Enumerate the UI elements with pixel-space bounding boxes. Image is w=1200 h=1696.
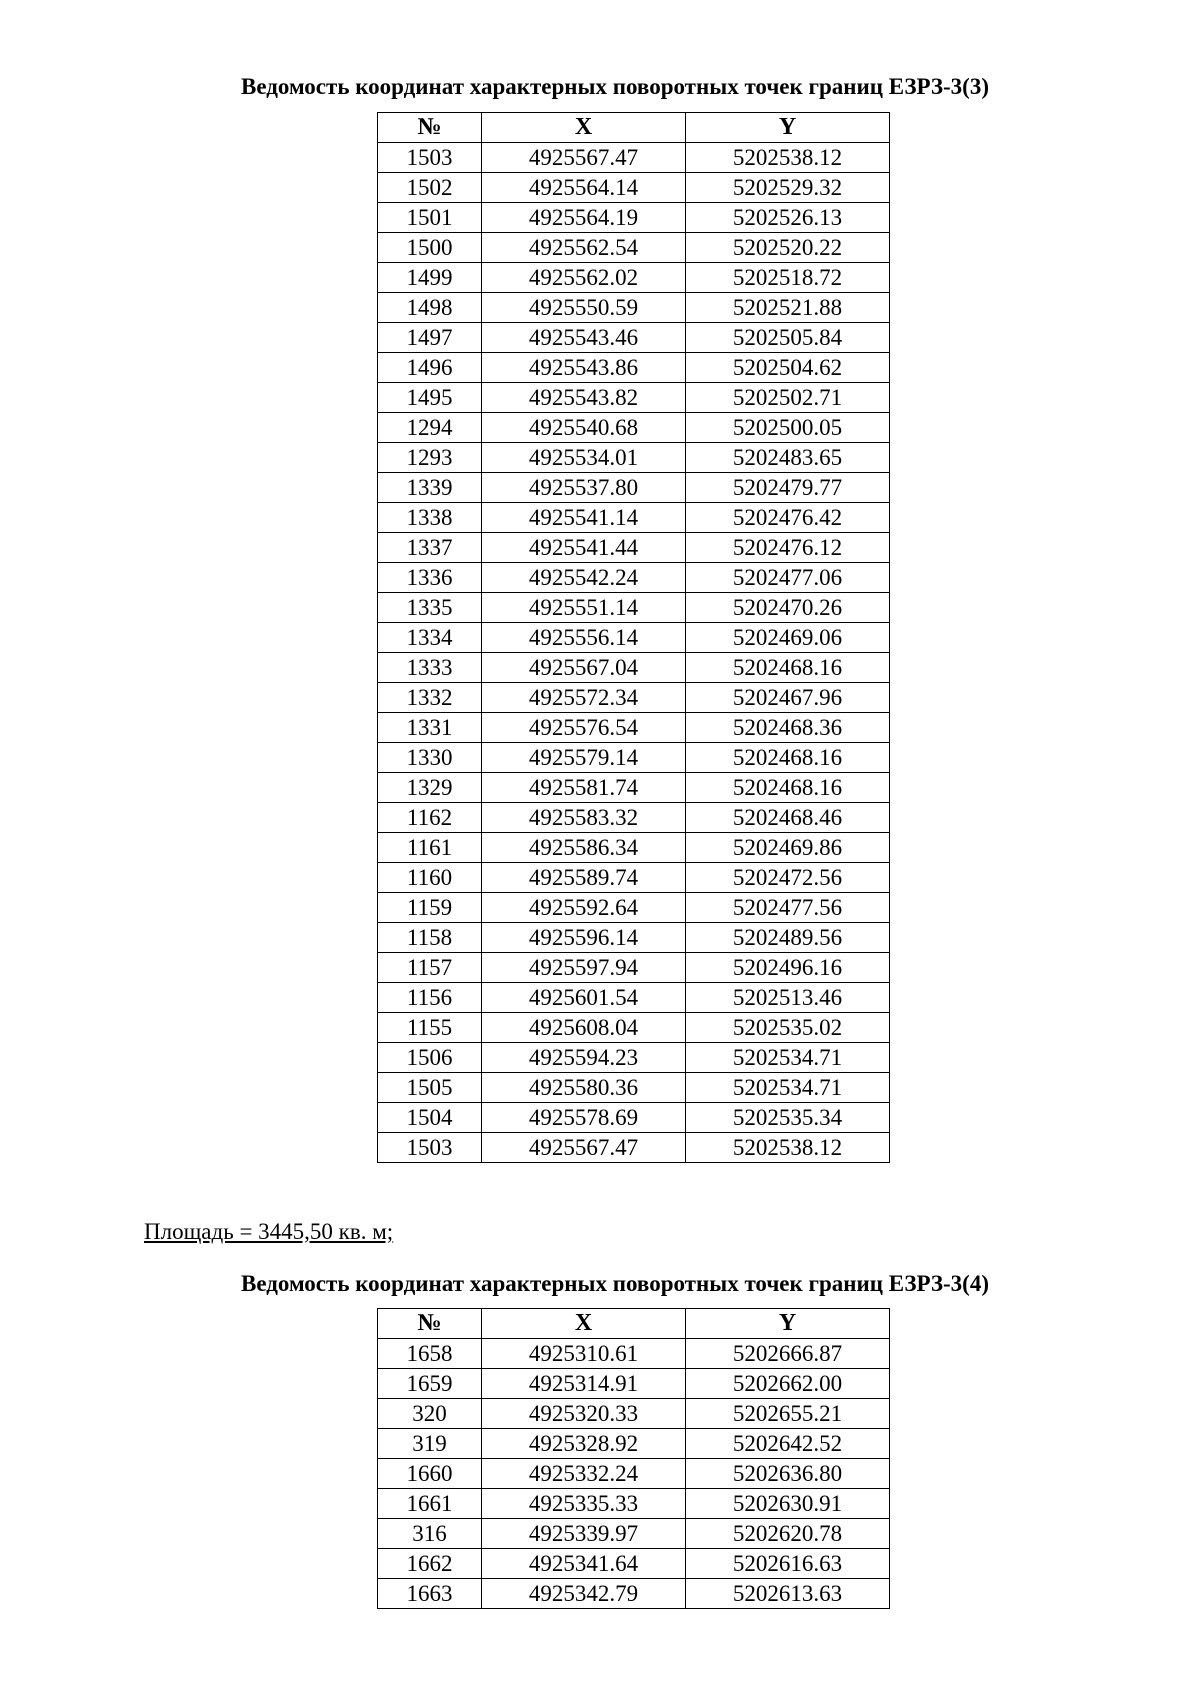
y-coordinate-cell: 5202655.21 (686, 1399, 890, 1429)
x-coordinate-cell: 4925592.64 (482, 893, 686, 923)
coordinates-table-ezrz-3-4 (377, 1308, 890, 1609)
point-number-cell: 1335 (378, 593, 482, 623)
x-coordinate-cell: 4925586.34 (482, 833, 686, 863)
x-coordinate-cell: 4925339.97 (482, 1519, 686, 1549)
y-coordinate-cell: 5202505.84 (686, 323, 890, 353)
table-row (378, 473, 890, 503)
x-coordinate-cell: 4925541.14 (482, 503, 686, 533)
y-coordinate-cell: 5202469.86 (686, 833, 890, 863)
table-row (378, 893, 890, 923)
y-coordinate-cell: 5202476.42 (686, 503, 890, 533)
table-row (378, 293, 890, 323)
y-coordinate-cell: 5202467.96 (686, 683, 890, 713)
point-number-cell: 1329 (378, 773, 482, 803)
table-row (378, 443, 890, 473)
table-row (378, 1429, 890, 1459)
x-coordinate-cell: 4925608.04 (482, 1013, 686, 1043)
table-row (378, 983, 890, 1013)
point-number-cell: 1158 (378, 923, 482, 953)
x-coordinate-cell: 4925543.82 (482, 383, 686, 413)
table-row (378, 593, 890, 623)
table-row (378, 413, 890, 443)
y-coordinate-cell: 5202613.63 (686, 1579, 890, 1609)
x-coordinate-cell: 4925550.59 (482, 293, 686, 323)
y-coordinate-cell: 5202468.16 (686, 743, 890, 773)
area-summary: Площадь = 3445,50 кв. м; (144, 1219, 394, 1244)
table-row (378, 833, 890, 863)
y-coordinate-cell: 5202535.34 (686, 1103, 890, 1133)
point-number-cell: 1331 (378, 713, 482, 743)
table-row (378, 1459, 890, 1489)
y-coordinate-cell: 5202642.52 (686, 1429, 890, 1459)
point-number-cell: 1506 (378, 1043, 482, 1073)
x-coordinate-cell: 4925583.32 (482, 803, 686, 833)
y-coordinate-cell: 5202479.77 (686, 473, 890, 503)
y-coordinate-cell: 5202662.00 (686, 1369, 890, 1399)
x-coordinate-cell: 4925537.80 (482, 473, 686, 503)
table-row (378, 353, 890, 383)
column-header-number: № (378, 113, 482, 143)
point-number-cell: 1161 (378, 833, 482, 863)
table-row (378, 1339, 890, 1369)
point-number-cell: 1496 (378, 353, 482, 383)
y-coordinate-cell: 5202504.62 (686, 353, 890, 383)
y-coordinate-cell: 5202534.71 (686, 1073, 890, 1103)
y-coordinate-cell: 5202489.56 (686, 923, 890, 953)
x-coordinate-cell: 4925551.14 (482, 593, 686, 623)
table-row (378, 563, 890, 593)
y-coordinate-cell: 5202620.78 (686, 1519, 890, 1549)
x-coordinate-cell: 4925562.54 (482, 233, 686, 263)
table-row (378, 773, 890, 803)
y-coordinate-cell: 5202636.80 (686, 1459, 890, 1489)
x-coordinate-cell: 4925310.61 (482, 1339, 686, 1369)
table-row (378, 503, 890, 533)
point-number-cell: 1504 (378, 1103, 482, 1133)
x-coordinate-cell: 4925332.24 (482, 1459, 686, 1489)
y-coordinate-cell: 5202513.46 (686, 983, 890, 1013)
y-coordinate-cell: 5202521.88 (686, 293, 890, 323)
point-number-cell: 1659 (378, 1369, 482, 1399)
table-header-row (378, 1309, 890, 1339)
point-number-cell: 1495 (378, 383, 482, 413)
x-coordinate-cell: 4925541.44 (482, 533, 686, 563)
point-number-cell: 1339 (378, 473, 482, 503)
y-coordinate-cell: 5202500.05 (686, 413, 890, 443)
table-row (378, 143, 890, 173)
x-coordinate-cell: 4925567.47 (482, 1133, 686, 1163)
y-coordinate-cell: 5202470.26 (686, 593, 890, 623)
x-coordinate-cell: 4925540.68 (482, 413, 686, 443)
y-coordinate-cell: 5202535.02 (686, 1013, 890, 1043)
y-coordinate-cell: 5202538.12 (686, 1133, 890, 1163)
y-coordinate-cell: 5202502.71 (686, 383, 890, 413)
point-number-cell: 1497 (378, 323, 482, 353)
column-header-y: Y (686, 113, 890, 143)
column-header-y: Y (686, 1309, 890, 1339)
table-row (378, 203, 890, 233)
x-coordinate-cell: 4925328.92 (482, 1429, 686, 1459)
y-coordinate-cell: 5202477.06 (686, 563, 890, 593)
y-coordinate-cell: 5202520.22 (686, 233, 890, 263)
y-coordinate-cell: 5202666.87 (686, 1339, 890, 1369)
point-number-cell: 1337 (378, 533, 482, 563)
y-coordinate-cell: 5202468.16 (686, 653, 890, 683)
coordinates-table-ezrz-3-3 (377, 112, 890, 1163)
y-coordinate-cell: 5202468.16 (686, 773, 890, 803)
y-coordinate-cell: 5202616.63 (686, 1549, 890, 1579)
point-number-cell: 319 (378, 1429, 482, 1459)
table-row (378, 383, 890, 413)
point-number-cell: 1501 (378, 203, 482, 233)
point-number-cell: 1293 (378, 443, 482, 473)
point-number-cell: 1338 (378, 503, 482, 533)
x-coordinate-cell: 4925534.01 (482, 443, 686, 473)
point-number-cell: 1503 (378, 143, 482, 173)
table-row (378, 863, 890, 893)
y-coordinate-cell: 5202496.16 (686, 953, 890, 983)
point-number-cell: 1503 (378, 1133, 482, 1163)
x-coordinate-cell: 4925572.34 (482, 683, 686, 713)
point-number-cell: 1333 (378, 653, 482, 683)
point-number-cell: 1336 (378, 563, 482, 593)
y-coordinate-cell: 5202534.71 (686, 1043, 890, 1073)
table-row (378, 1579, 890, 1609)
point-number-cell: 1155 (378, 1013, 482, 1043)
x-coordinate-cell: 4925556.14 (482, 623, 686, 653)
point-number-cell: 1499 (378, 263, 482, 293)
x-coordinate-cell: 4925594.23 (482, 1043, 686, 1073)
column-header-x: X (482, 1309, 686, 1339)
x-coordinate-cell: 4925562.02 (482, 263, 686, 293)
point-number-cell: 1661 (378, 1489, 482, 1519)
point-number-cell: 1498 (378, 293, 482, 323)
x-coordinate-cell: 4925542.24 (482, 563, 686, 593)
point-number-cell: 1505 (378, 1073, 482, 1103)
point-number-cell: 316 (378, 1519, 482, 1549)
table-row (378, 923, 890, 953)
x-coordinate-cell: 4925578.69 (482, 1103, 686, 1133)
x-coordinate-cell: 4925543.86 (482, 353, 686, 383)
point-number-cell: 1502 (378, 173, 482, 203)
point-number-cell: 1658 (378, 1339, 482, 1369)
point-number-cell: 1500 (378, 233, 482, 263)
y-coordinate-cell: 5202476.12 (686, 533, 890, 563)
table-row (378, 1043, 890, 1073)
y-coordinate-cell: 5202469.06 (686, 623, 890, 653)
table-row (378, 953, 890, 983)
y-coordinate-cell: 5202538.12 (686, 143, 890, 173)
column-header-number: № (378, 1309, 482, 1339)
table-row (378, 743, 890, 773)
table-row (378, 713, 890, 743)
x-coordinate-cell: 4925581.74 (482, 773, 686, 803)
point-number-cell: 1660 (378, 1459, 482, 1489)
table-row (378, 1013, 890, 1043)
table-header-row (378, 113, 890, 143)
column-header-x: X (482, 113, 686, 143)
x-coordinate-cell: 4925342.79 (482, 1579, 686, 1609)
point-number-cell: 1663 (378, 1579, 482, 1609)
x-coordinate-cell: 4925589.74 (482, 863, 686, 893)
x-coordinate-cell: 4925320.33 (482, 1399, 686, 1429)
point-number-cell: 1160 (378, 863, 482, 893)
y-coordinate-cell: 5202526.13 (686, 203, 890, 233)
x-coordinate-cell: 4925580.36 (482, 1073, 686, 1103)
x-coordinate-cell: 4925567.04 (482, 653, 686, 683)
table-row (378, 1519, 890, 1549)
table-row (378, 1549, 890, 1579)
table-row (378, 233, 890, 263)
x-coordinate-cell: 4925596.14 (482, 923, 686, 953)
table-row (378, 1399, 890, 1429)
x-coordinate-cell: 4925564.19 (482, 203, 686, 233)
x-coordinate-cell: 4925314.91 (482, 1369, 686, 1399)
section-title-ezrz-3-4: Ведомость координат характерных поворотных точек границ ЕЗРЗ-3(4) (241, 1271, 989, 1296)
point-number-cell: 1156 (378, 983, 482, 1013)
y-coordinate-cell: 5202472.56 (686, 863, 890, 893)
x-coordinate-cell: 4925335.33 (482, 1489, 686, 1519)
table-row (378, 1369, 890, 1399)
table-row (378, 1103, 890, 1133)
x-coordinate-cell: 4925601.54 (482, 983, 686, 1013)
y-coordinate-cell: 5202483.65 (686, 443, 890, 473)
table-row (378, 1489, 890, 1519)
table-row (378, 263, 890, 293)
x-coordinate-cell: 4925543.46 (482, 323, 686, 353)
y-coordinate-cell: 5202468.46 (686, 803, 890, 833)
point-number-cell: 1332 (378, 683, 482, 713)
table-row (378, 533, 890, 563)
point-number-cell: 1162 (378, 803, 482, 833)
section-title-ezrz-3-3: Ведомость координат характерных поворотных точек границ ЕЗРЗ-3(3) (241, 74, 989, 99)
table-row (378, 1133, 890, 1163)
table-row (378, 1073, 890, 1103)
y-coordinate-cell: 5202529.32 (686, 173, 890, 203)
y-coordinate-cell: 5202477.56 (686, 893, 890, 923)
table-row (378, 623, 890, 653)
x-coordinate-cell: 4925341.64 (482, 1549, 686, 1579)
point-number-cell: 1159 (378, 893, 482, 923)
table-row (378, 683, 890, 713)
y-coordinate-cell: 5202630.91 (686, 1489, 890, 1519)
table-row (378, 173, 890, 203)
table-row (378, 803, 890, 833)
y-coordinate-cell: 5202468.36 (686, 713, 890, 743)
point-number-cell: 1330 (378, 743, 482, 773)
x-coordinate-cell: 4925576.54 (482, 713, 686, 743)
point-number-cell: 1294 (378, 413, 482, 443)
table-row (378, 653, 890, 683)
table-row (378, 323, 890, 353)
point-number-cell: 320 (378, 1399, 482, 1429)
point-number-cell: 1334 (378, 623, 482, 653)
x-coordinate-cell: 4925567.47 (482, 143, 686, 173)
y-coordinate-cell: 5202518.72 (686, 263, 890, 293)
point-number-cell: 1662 (378, 1549, 482, 1579)
x-coordinate-cell: 4925579.14 (482, 743, 686, 773)
x-coordinate-cell: 4925564.14 (482, 173, 686, 203)
x-coordinate-cell: 4925597.94 (482, 953, 686, 983)
point-number-cell: 1157 (378, 953, 482, 983)
